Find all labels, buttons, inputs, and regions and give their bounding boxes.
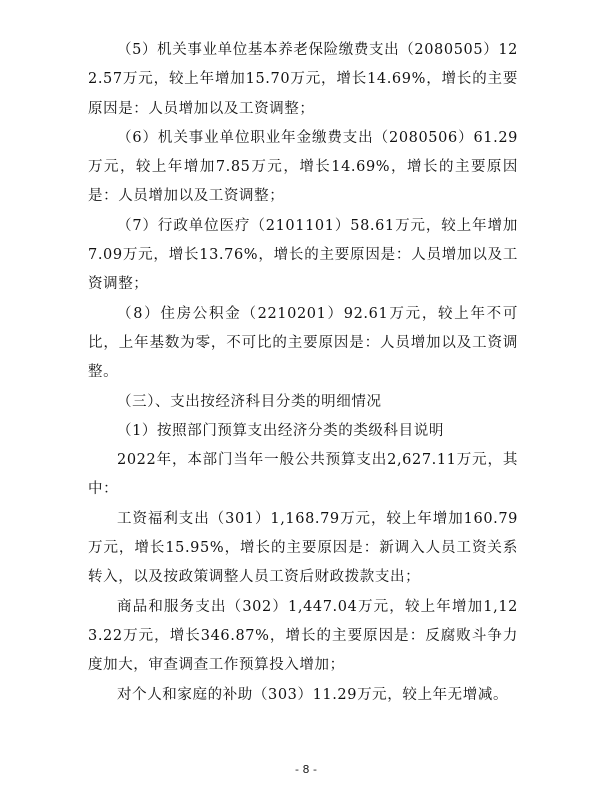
section-heading-economic-classification: （三）、支出按经济科目分类的明细情况 [117, 393, 382, 410]
paragraph-housing-fund: （8）住房公积金（2210201）92.61万元，较上年不可比，上年基数为零，不可比的主要原因是：人员增加以及工资调整。 [88, 305, 518, 381]
paragraph-pension-insurance: （5）机关事业单位基本养老保险缴费支出（2080505）122.57万元，较上年增加15.70万元，增长14.69%，增长的主要原因是：人员增加以及工资调整； [88, 42, 518, 117]
document-body [88, 36, 518, 710]
page-number: - 8 - [295, 763, 317, 776]
paragraph-wages-welfare: 工资福利支出（301）1,168.79万元，较上年增加160.79万元，增长15.95%，增长的主要原因是：新调入人员工资关系转入，以及按政策调整人员工资后财政拨款支出； [88, 510, 518, 586]
paragraph-occupational-annuity: （6）机关事业单位职业年金缴费支出（2080506）61.29万元，较上年增加7.85万元，增长14.69%，增长的主要原因是：人员增加以及工资调整； [88, 129, 518, 205]
paragraph-individual-subsidy: 对个人和家庭的补助（303）11.29万元，较上年无增减。 [117, 686, 509, 703]
paragraph-medical: （7）行政单位医疗（2101101）58.61万元，较上年增加7.09万元，增长13.76%，增长的主要原因是：人员增加以及工资调整； [88, 217, 518, 293]
paragraph-goods-services: 商品和服务支出（302）1,447.04万元，较上年增加1,123.22万元，增长346.87%，增长的主要原因是：反腐败斗争力度加大，审查调查工作预算投入增加； [88, 598, 518, 674]
paragraph-total-expenditure: 2022年，本部门当年一般公共预算支出2,627.11万元，其中： [88, 452, 518, 498]
subsection-heading-category-description: （1）按照部门预算支出经济分类的类级科目说明 [117, 422, 444, 439]
